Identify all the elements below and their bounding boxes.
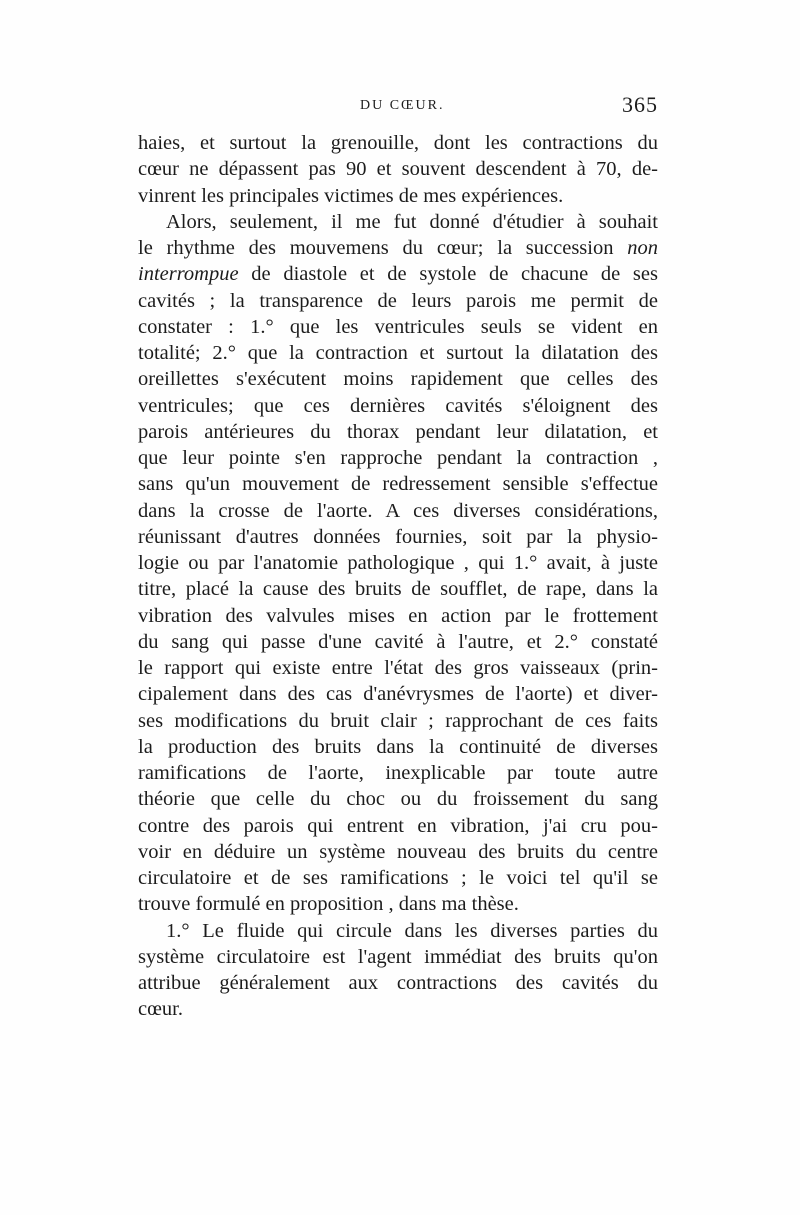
text-line: vinrent les principales victimes de mes expériences.	[138, 184, 564, 207]
italic-phrase: interrompue	[138, 263, 239, 286]
paragraph-start-line: 1.° Le fluide qui circule dans les diverses parties du	[166, 919, 658, 942]
text-line: contre des parois qui entrent en vibration, j'ai cru pou-	[138, 814, 658, 837]
text-line: système circulatoire est l'agent immédiat des bruits qu'on	[138, 945, 658, 968]
text-line: oreillettes s'exécutent moins rapidement que celles des	[138, 368, 658, 391]
text-line: ventricules; que ces dernières cavités s'éloignent des	[138, 394, 658, 417]
text-line: le rapport qui existe entre l'état des gros vaisseaux (prin-	[138, 657, 658, 679]
text-line: cavités ; la transparence de leurs parois me permit de	[138, 289, 658, 312]
text-segment: de diastole et de systole de chacune de ses	[251, 263, 658, 286]
text-line: que leur pointe s'en rapproche pendant la contraction ,	[138, 447, 658, 469]
running-title: DU CŒUR.	[360, 98, 445, 113]
text-line: cipalement dans des cas d'anévrysmes de l'aorte) et diver-	[138, 683, 658, 706]
text-segment: le rhythme des mouvemens du cœur; la succession	[138, 237, 614, 259]
text-line: du sang qui passe d'une cavité à l'autre, et 2.° constaté	[138, 630, 658, 653]
body-text	[138, 130, 658, 1023]
text-line: voir en déduire un système nouveau des bruits du centre	[138, 840, 658, 863]
text-line: logie ou par l'anatomie pathologique , qui 1.° avait, à juste	[138, 552, 658, 574]
text-line: théorie que celle du choc ou du froissement du sang	[138, 788, 658, 811]
text-line	[138, 235, 658, 261]
text-line: attribue généralement aux contractions des cavités du	[138, 972, 658, 994]
text-line: titre, placé la cause des bruits de soufflet, de rape, dans la	[138, 578, 658, 601]
italic-phrase: non	[627, 237, 658, 259]
running-head	[138, 92, 658, 124]
text-line: ramifications de l'aorte, inexplicable par toute autre	[138, 762, 658, 784]
text-line	[138, 261, 658, 287]
text-line: ses modifications du bruit clair ; rapprochant de ces faits	[138, 709, 658, 732]
text-line: cœur ne dépassent pas 90 et souvent descendent à 70, de-	[138, 158, 658, 181]
text-line: totalité; 2.° que la contraction et surtout la dilatation des	[138, 342, 658, 364]
text-line: la production des bruits dans la continuité de diverses	[138, 735, 658, 758]
paragraph-start-line: Alors, seulement, il me fut donné d'étudier à souhait	[166, 210, 658, 233]
text-line: réunissant d'autres données fournies, soit par la physio-	[138, 525, 658, 548]
text-line: cœur.	[138, 998, 183, 1021]
page-number: 365	[622, 92, 658, 117]
text-line: sans qu'un mouvement de redressement sensible s'effectue	[138, 473, 658, 496]
text-line: dans la crosse de l'aorte. A ces diverses considérations,	[138, 499, 658, 522]
text-line: vibration des valvules mises en action par le frottement	[138, 604, 658, 627]
text-line: haies, et surtout la grenouille, dont les contractions du	[138, 132, 658, 154]
text-line: circulatoire et de ses ramifications ; le voici tel qu'il se	[138, 867, 658, 889]
text-line: trouve formulé en proposition , dans ma thèse.	[138, 893, 519, 916]
text-line: parois antérieures du thorax pendant leur dilatation, et	[138, 420, 658, 443]
text-line: constater : 1.° que les ventricules seuls se vident en	[138, 315, 658, 338]
